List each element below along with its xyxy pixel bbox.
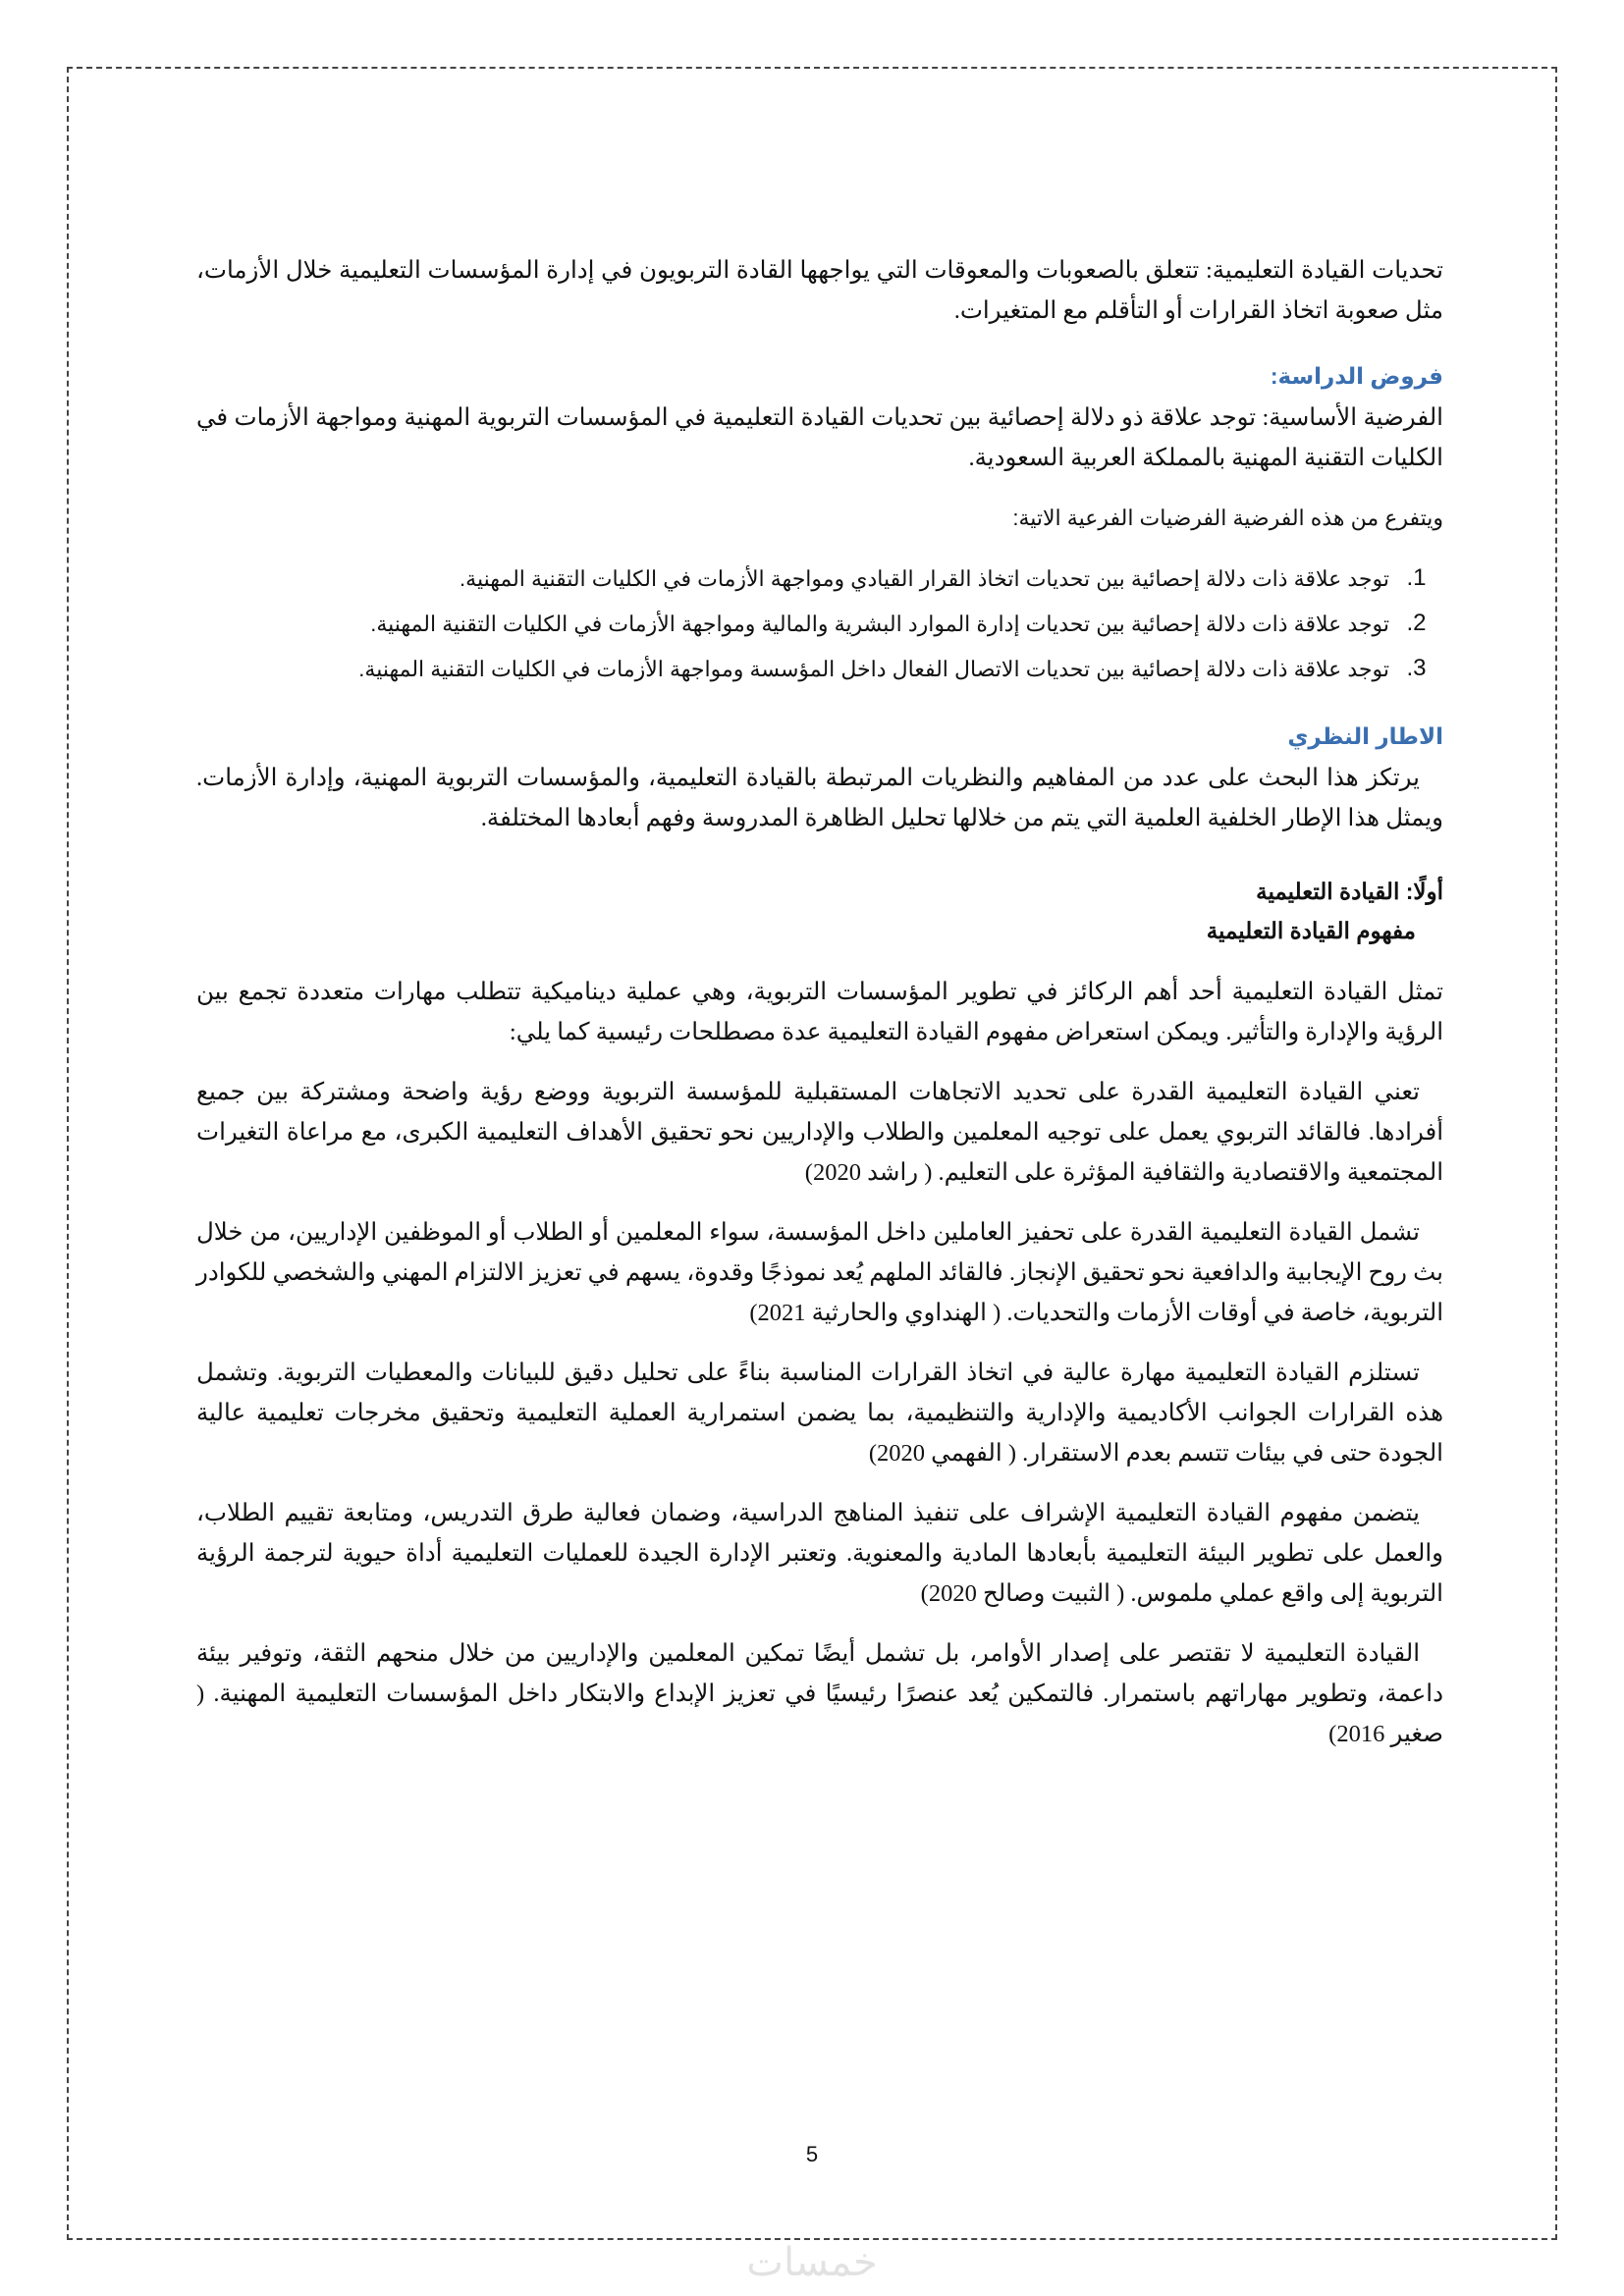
- paragraph: تشمل القيادة التعليمية القدرة على تحفيز العاملين داخل المؤسسة، سواء المعلمين أو الطلاب أو الموظفين الإداريين، من خلال بث روح الإيجابية والدافعية نحو تحقيق الإنجاز. فالقائد الملهم يُعد نموذجًا وقدوة، يسهم في تعزيز الالتزام المهني والشخصي للكوادر التربوية، خاصة في أوقات الأزمات والتحديات. ( الهنداوي والحارثية 2021): [196, 1219, 1443, 1326]
- paragraph: القيادة التعليمية لا تقتصر على إصدار الأوامر، بل تشمل أيضًا تمكين المعلمين والإداريين من خلال منحهم الثقة، وتوفير بيئة داعمة، وتطوير مهاراتهم باستمرار. فالتمكين يُعد عنصرًا رئيسيًا في تعزيز الإبداع والابتكار داخل المؤسسات التعليمية المهنية. ( صغير 2016): [196, 1640, 1443, 1747]
- list-number: 1.: [1406, 564, 1427, 591]
- list-text: توجد علاقة ذات دلالة إحصائية بين تحديات اتخاذ القرار القيادي ومواجهة الأزمات في الكليات التقنية المهنية.: [460, 566, 1389, 591]
- paragraph: تستلزم القيادة التعليمية مهارة عالية في اتخاذ القرارات المناسبة بناءً على تحليل دقيق للبيانات والمعطيات التربوية. وتشمل هذه القرارات الجوانب الأكاديمية والإدارية والتنظيمية، بما يضمن استمرارية العملية التعليمية وتحقيق مخرجات تعليمية عالية الجودة حتى في بيئات تتسم بعدم الاستقرار. ( الفهمي 2020): [196, 1360, 1443, 1467]
- list-item: [196, 603, 1443, 646]
- sub-hypotheses-list: [196, 558, 1443, 691]
- paragraph: تعني القيادة التعليمية القدرة على تحديد الاتجاهات المستقبلية للمؤسسة التربوية ووضع رؤية واضحة ومشتركة بين جميع أفرادها. فالقائد التربوي يعمل على توجيه المعلمين والطلاب والإداريين نحو تحقيق الأهداف التعليمية الكبرى، مع مراعاة التغيرات المجتمعية والاقتصادية والثقافية المؤثرة على التعليم. ( راشد 2020): [196, 1079, 1443, 1186]
- paragraph: يتضمن مفهوم القيادة التعليمية الإشراف على تنفيذ المناهج الدراسية، وضمان فعالية طرق التدريس، ومتابعة تقييم الطلاب، والعمل على تطوير البيئة التعليمية بأبعادها المادية والمعنوية. وتعتبر الإدارة الجيدة للعمليات التعليمية أداة حيوية لترجمة الرؤية التربوية إلى واقع عملي ملموس. ( الثبيت وصالح 2020): [196, 1500, 1443, 1607]
- watermark-logo: خمسات: [746, 2240, 878, 2285]
- list-text: توجد علاقة ذات دلالة إحصائية بين تحديات إدارة الموارد البشرية والمالية ومواجهة الأزمات في الكليات التقنية المهنية.: [370, 612, 1389, 636]
- hypotheses-heading: فروض الدراسة:: [1270, 363, 1443, 389]
- theoretical-framework-heading: الاطار النظري: [1287, 723, 1443, 749]
- list-number: 3.: [1406, 655, 1427, 681]
- main-hypothesis: الفرضية الأساسية: توجد علاقة ذو دلالة إحصائية بين تحديات القيادة التعليمية في المؤسسات التربوية المهنية ومواجهة الأزمات في الكليات التقنية المهنية بالمملكة العربية السعودية.: [196, 404, 1443, 471]
- section-subtitle: مفهوم القيادة التعليمية: [1206, 918, 1416, 943]
- theoretical-framework-text: يرتكز هذا البحث على عدد من المفاهيم والنظريات المرتبطة بالقيادة التعليمية، والمؤسسات التربوية المهنية، وإدارة الأزمات. ويمثل هذا الإطار الخلفية العلمية التي يتم من خلالها تحليل الظاهرة المدروسة وفهم أبعادها المختلفة.: [196, 765, 1443, 831]
- list-item: [196, 558, 1443, 601]
- paragraph: تمثل القيادة التعليمية أحد أهم الركائز في تطوير المؤسسات التربوية، وهي عملية ديناميكية تتطلب مهارات متعددة تجمع بين الرؤية والإدارة والتأثير. ويمكن استعراض مفهوم القيادة التعليمية عدة مصطلحات رئيسية كما يلي:: [196, 979, 1443, 1045]
- list-text: توجد علاقة ذات دلالة إحصائية بين تحديات الاتصال الفعال داخل المؤسسة ومواجهة الأزمات في الكليات التقنية المهنية.: [358, 657, 1389, 681]
- document-body: [196, 250, 1443, 1774]
- challenges-definition: تحديات القيادة التعليمية: تتعلق بالصعوبات والمعوقات التي يواجهها القادة التربويون في إدارة المؤسسات التعليمية خلال الأزمات، مثل صعوبة اتخاذ القرارات أو التأقلم مع المتغيرات.: [196, 257, 1443, 324]
- section-title: أولًا: القيادة التعليمية: [1256, 879, 1443, 904]
- page-number: 5: [805, 2142, 819, 2166]
- sub-hypotheses-intro: ويتفرع من هذه الفرضية الفرضيات الفرعية الاتية:: [1012, 506, 1443, 530]
- list-number: 2.: [1406, 610, 1427, 636]
- list-item: [196, 648, 1443, 691]
